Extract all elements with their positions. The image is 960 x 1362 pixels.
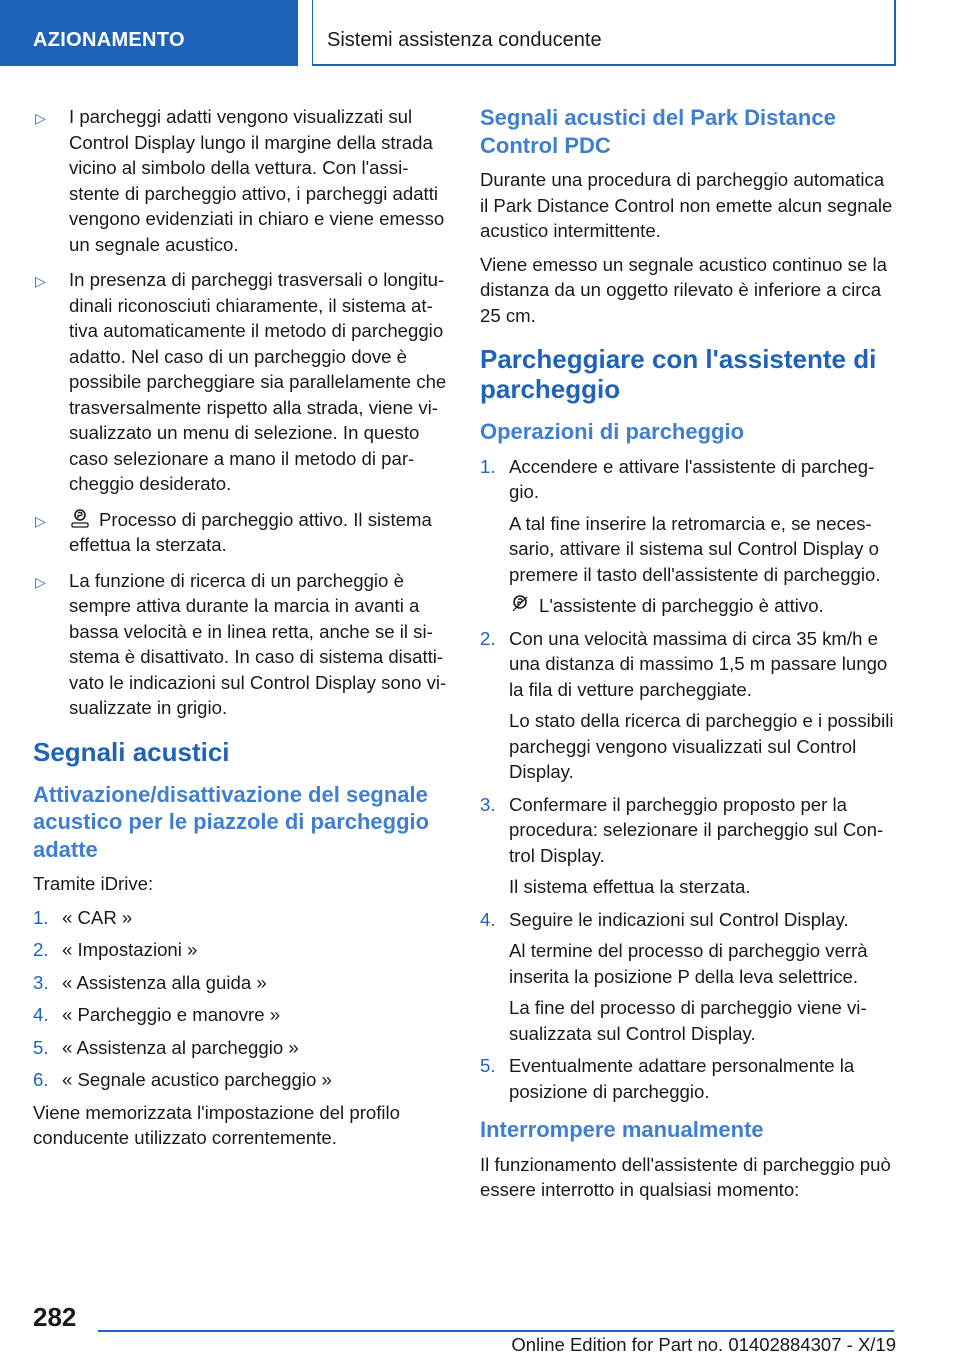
list-item: 1. « CAR » xyxy=(33,906,133,928)
section-heading: Segnali acustici xyxy=(33,736,230,767)
section-heading: Parcheggiare con l'assistente di parcheggio xyxy=(480,344,877,404)
paragraph: Il funzionamento dell'assistente di parcheggio può essere interrotto in qualsiasi momento: xyxy=(480,1153,891,1200)
list-item: 1. Accendere e attivare l'assistente di parcheggio. A tal fine inserire la retromarcia e, se necessario, attivare il sistema sul Control Display o premere il tasto dell'assistente di parcheggio. L'assistente di parcheggio è attivo. xyxy=(480,455,881,616)
triangle-right-icon: ▷ xyxy=(35,273,46,289)
chapter-title: Sistemi assistenza conducente xyxy=(312,0,896,66)
subsection-heading: Interrompere manualmente xyxy=(480,1117,764,1142)
bullet-list xyxy=(33,104,448,721)
paragraph: Viene emesso un segnale acustico continuo se la distanza da un oggetto rilevato è inferiore a circa 25 cm. xyxy=(480,253,887,326)
parking-assistant-icon xyxy=(69,507,91,529)
right-column xyxy=(480,104,896,1211)
list-item: ▷ Processo di parcheggio attivo. Il sistema effettua la sterzata. xyxy=(35,508,432,555)
menu-path-list xyxy=(33,905,448,1093)
list-item: 4. « Parcheggio e manovre » xyxy=(33,1004,281,1025)
subsection-heading: Attivazione/disattivazione del segnale acustico per le piazzole di parcheggio adatte xyxy=(33,781,430,862)
list-item: ▷ In presenza di parcheggi trasversali o longitudinali riconosciuti chiaramente, il sistema attiva automaticamente il metodo di parcheggio adatto. Nel caso di un parcheggio dove è possibile parcheggiare sia parallelamente che trasversalmente rispetto alla strada, viene visualizzato un menu di selezione. In questo caso selezionare a mano il metodo di parcheggio desiderato. xyxy=(35,269,447,494)
subsection-heading: Segnali acustici del Park Distance Control PDC xyxy=(480,105,836,158)
triangle-right-icon: ▷ xyxy=(35,110,46,126)
list-item: 3. « Assistenza alla guida » xyxy=(33,971,267,993)
intro-text: Tramite iDrive: xyxy=(33,873,154,894)
list-item: 6. « Segnale acustico parcheggio » xyxy=(33,1069,332,1090)
parking-assistant-icon xyxy=(509,593,531,615)
list-item: 5. « Assistenza al parcheggio » xyxy=(33,1036,299,1058)
subsection-heading: Operazioni di parcheggio xyxy=(480,419,745,444)
page-number: 282 xyxy=(33,1302,77,1332)
list-item: ▷ La funzione di ricerca di un parcheggio è sempre attiva durante la marcia in avanti a bassa velocità e in linea retta, anche se il sistema è disattivato. In caso di sistema disattivato le indicazioni sul Control Display sono visualizzate in grigio. xyxy=(35,569,447,718)
triangle-right-icon: ▷ xyxy=(35,512,46,529)
edition-footer: Online Edition for Part no. 01402884307 - X/19 xyxy=(511,1334,896,1355)
list-item: 5. Eventualmente adattare personalmente la posizione di parcheggio. xyxy=(480,1055,855,1102)
left-column xyxy=(33,104,448,1159)
list-item: 3. Confermare il parcheggio proposto per la procedura: selezionare il parcheggio sul Control Display. Il sistema effettua la sterzata. xyxy=(480,793,884,897)
procedure-list xyxy=(480,454,896,1105)
page-header xyxy=(0,0,960,66)
section-tab: AZIONAMENTO xyxy=(0,0,298,66)
outro-text: Viene memorizzata l'impostazione del profilo conducente utilizzato correntemente. xyxy=(33,1101,400,1148)
list-item: 2. Con una velocità massima di circa 35 km/h e una distanza di massimo 1,5 m passare lungo la fila di vetture parcheggiate. Lo stato della ricerca di parcheggio e i possibili parcheggi vengono visualizzati sul Control Display. xyxy=(480,627,894,782)
triangle-right-icon: ▷ xyxy=(35,573,46,590)
list-item: 4. Seguire le indicazioni sul Control Display. Al termine del processo di parcheggio verrà inserita la posizione P della leva selettrice. La fine del processo di parcheggio viene visualizzata sul Control Display. xyxy=(480,908,868,1044)
paragraph: Durante una procedura di parcheggio automatica il Park Distance Control non emette alcun segnale acustico intermittente. xyxy=(480,169,893,241)
footer-divider xyxy=(98,1330,894,1332)
list-item: 2. « Impostazioni » xyxy=(33,939,198,960)
list-item: ▷ I parcheggi adatti vengono visualizzati sul Control Display lungo il margine della strada vicino al simbolo della vettura. Con l'assistente di parcheggio attivo, i parcheggi adatti vengono evidenziati in chiaro e viene emesso un segnale acustico. xyxy=(35,106,445,255)
